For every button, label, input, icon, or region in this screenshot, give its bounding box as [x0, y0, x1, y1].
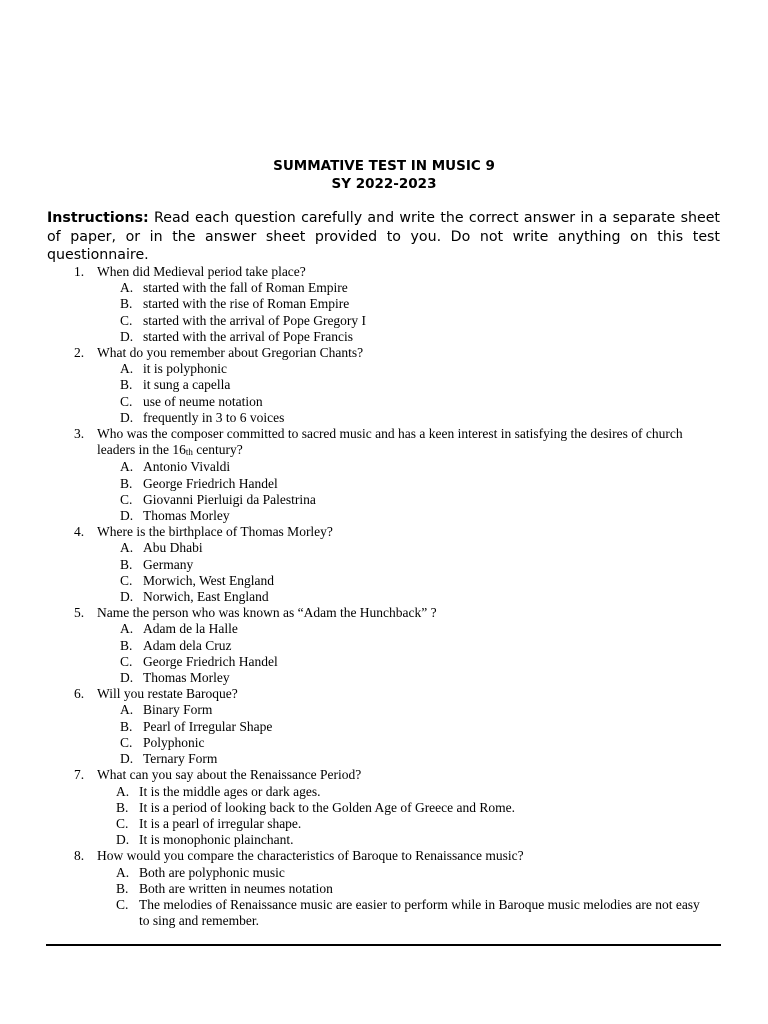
option-letter: B. [120, 556, 133, 572]
option [0, 492, 768, 508]
page-title: SUMMATIVE TEST IN MUSIC 9 [273, 158, 495, 174]
footer-rule [46, 944, 721, 946]
option-letter: B. [116, 880, 129, 896]
option [0, 751, 768, 767]
option [0, 573, 768, 589]
option [0, 670, 768, 686]
question-2 [0, 345, 768, 361]
option [0, 865, 768, 881]
question-text: When did Medieval period take place? [97, 264, 306, 279]
question-number: 5. [74, 605, 85, 621]
school-year: SY 2022-2023 [331, 176, 437, 192]
option [0, 361, 768, 377]
option-text: It is the middle ages or dark ages. [139, 783, 321, 799]
option [0, 897, 768, 929]
option-letter: A. [116, 783, 130, 799]
option-text: frequently in 3 to 6 voices [143, 409, 285, 425]
option-text: Adam dela Cruz [143, 637, 232, 653]
question-number: 8. [74, 848, 85, 864]
option-letter: B. [120, 637, 133, 653]
option-text: George Friedrich Handel [143, 653, 278, 669]
option-text: started with the arrival of Pope Gregory I [143, 312, 367, 328]
question-4 [0, 524, 768, 540]
question-text: What do you remember about Gregorian Chants? [97, 345, 364, 361]
option-letter: A. [120, 280, 134, 296]
option-text: It is monophonic plainchant. [139, 832, 294, 848]
option-letter: C. [116, 896, 129, 912]
option [0, 654, 768, 670]
option-letter: B. [120, 475, 133, 491]
option-text: Ternary Form [143, 751, 218, 767]
option-text: Abu Dhabi [143, 540, 203, 556]
option-text: Antonio Vivaldi [143, 459, 231, 475]
option-letter: A. [120, 540, 134, 556]
option-letter: C. [120, 312, 133, 328]
option-letter: D. [120, 670, 134, 686]
instructions-text: Read each question carefully and write the correct answer in a separate sheet of paper, or in the answer sheet provided to you. Do not write anything on this test questionnaire. [47, 210, 720, 263]
option-text: The melodies of Renaissance music are easier to perform while in Baroque music melodies are not easy to sing and remember. [139, 896, 700, 929]
option-letter: D. [120, 589, 134, 605]
question-5 [0, 605, 768, 621]
option-text: Germany [143, 556, 194, 572]
option [0, 508, 768, 524]
option-letter: B. [116, 799, 129, 815]
option [0, 832, 768, 848]
option-letter: C. [120, 653, 133, 669]
question-text: Where is the birthplace of Thomas Morley? [97, 524, 333, 540]
option-letter: A. [120, 459, 134, 475]
question-text: How would you compare the characteristics of Baroque to Renaissance music? [97, 848, 524, 864]
option-letter: C. [120, 734, 133, 750]
option [0, 800, 768, 816]
option-text: Thomas Morley [143, 508, 230, 524]
option-text: Norwich, East England [143, 589, 269, 605]
option [0, 719, 768, 735]
option-text: George Friedrich Handel [143, 475, 278, 491]
option-letter: C. [120, 572, 133, 588]
option-letter: A. [120, 621, 134, 637]
option [0, 816, 768, 832]
option [0, 638, 768, 654]
option-text: started with the fall of Roman Empire [143, 280, 348, 296]
option-text: Binary Form [143, 702, 213, 718]
question-3 [0, 426, 768, 459]
question-number: 4. [74, 524, 85, 540]
option [0, 377, 768, 393]
option [0, 280, 768, 296]
question-text-part: Who was the composer committed to sacred music and has a keen interest in satisfying the desires of church leaders in the 16 [97, 426, 683, 458]
option-letter: C. [116, 815, 129, 831]
ordinal-suffix: th [185, 447, 193, 458]
option [0, 296, 768, 312]
question-1 [0, 264, 768, 280]
option-text: Adam de la Halle [143, 621, 238, 637]
option-text: It is a pearl of irregular shape. [139, 815, 302, 831]
option-letter: D. [120, 409, 134, 425]
question-list [0, 264, 768, 929]
option-letter: B. [120, 718, 133, 734]
option-letter: B. [120, 296, 133, 312]
option-text: Both are polyphonic music [139, 864, 285, 880]
question-number: 7. [74, 767, 85, 783]
question-text: What can you say about the Renaissance Period? [97, 767, 362, 783]
option [0, 476, 768, 492]
option [0, 557, 768, 573]
option-text: Polyphonic [143, 734, 205, 750]
option-text: Both are written in neumes notation [139, 880, 333, 896]
question-6 [0, 686, 768, 702]
instructions [47, 209, 720, 265]
option-letter: C. [120, 393, 133, 409]
question-number: 1. [74, 264, 85, 279]
option-letter: A. [120, 702, 134, 718]
option-letter: A. [120, 361, 134, 377]
option [0, 735, 768, 751]
question-number: 6. [74, 686, 85, 702]
option-letter: B. [120, 377, 133, 393]
option-letter: A. [116, 864, 130, 880]
option-text: started with the rise of Roman Empire [143, 296, 350, 312]
option-letter: D. [120, 751, 134, 767]
question-text-part: century? [192, 442, 243, 458]
option [0, 410, 768, 426]
option [0, 394, 768, 410]
question-8 [0, 848, 768, 864]
question-text: Name the person who was known as “Adam the Hunchback” ? [97, 605, 437, 621]
question-number: 2. [74, 345, 85, 361]
option [0, 784, 768, 800]
option-letter: D. [120, 328, 134, 344]
option-letter: D. [116, 832, 130, 848]
option [0, 540, 768, 556]
option [0, 702, 768, 718]
question-text [97, 426, 683, 457]
option [0, 621, 768, 637]
option-letter: C. [120, 491, 133, 507]
option-text: Thomas Morley [143, 670, 230, 686]
instructions-label: Instructions: [47, 210, 149, 226]
option-text: started with the arrival of Pope Francis [143, 328, 353, 344]
option [0, 589, 768, 605]
question-7 [0, 767, 768, 783]
option-text: It is a period of looking back to the Golden Age of Greece and Rome. [139, 799, 516, 815]
question-number: 3. [74, 426, 85, 442]
option-text: Pearl of Irregular Shape [143, 718, 273, 734]
question-text: Will you restate Baroque? [97, 686, 238, 702]
option-letter: D. [120, 508, 134, 524]
option-text: it sung a capella [143, 377, 231, 393]
option [0, 313, 768, 329]
option-text: use of neume notation [143, 393, 263, 409]
option-text: it is polyphonic [143, 361, 227, 377]
option-text: Morwich, West England [143, 572, 275, 588]
option [0, 459, 768, 475]
option [0, 329, 768, 345]
option-text: Giovanni Pierluigi da Palestrina [143, 491, 316, 507]
option [0, 881, 768, 897]
